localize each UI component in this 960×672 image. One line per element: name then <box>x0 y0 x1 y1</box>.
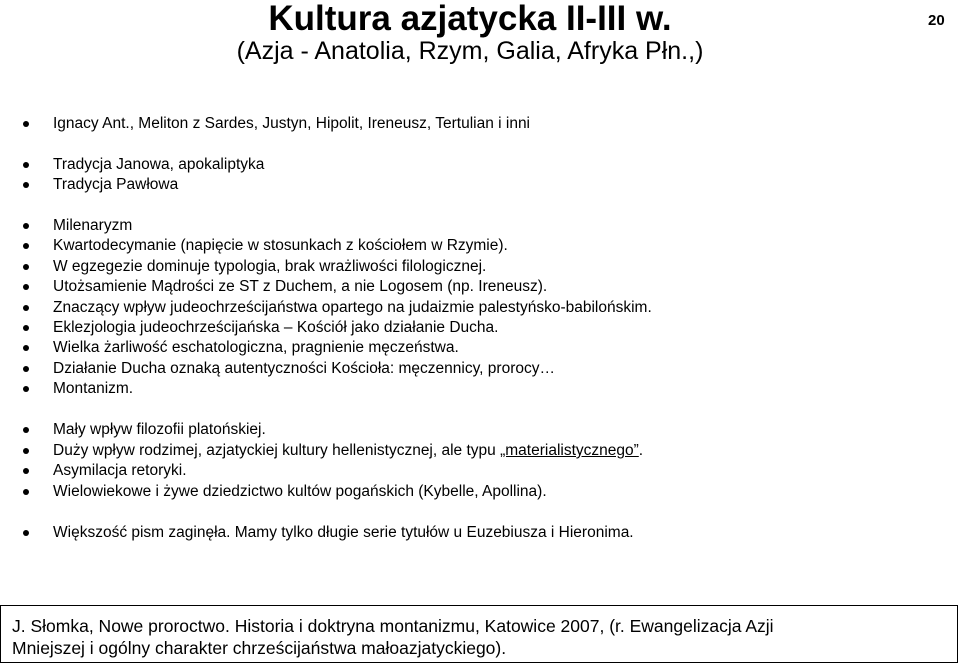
reference-box <box>0 605 958 663</box>
list-item-text: Tradycja Pawłowa <box>53 176 179 193</box>
list-item-text: Kwartodecymanie (napięcie w stosunkach z kościołem w Rzymie). <box>53 237 508 254</box>
bullet-icon <box>23 121 29 127</box>
underlined-text: „materialistycznego” <box>500 442 639 459</box>
bullet-icon <box>23 530 29 536</box>
list-item-text: Asymilacja retoryki. <box>53 462 187 479</box>
bullet-icon <box>23 366 29 372</box>
list-item-text: Większość pism zaginęła. Mamy tylko długie serie tytułów u Euzebiusza i Hieronima. <box>53 524 634 541</box>
bullet-icon <box>23 305 29 311</box>
list-item-text: Utożsamienie Mądrości ze ST z Duchem, a nie Logosem (np. Ireneusz). <box>53 278 548 295</box>
list-item-text: Wielowiekowe i żywe dziedzictwo kultów pogańskich (Kybelle, Apollina). <box>53 483 547 500</box>
list-item-text: Montanizm. <box>53 380 134 397</box>
bullet-icon <box>23 182 29 188</box>
bullet-icon <box>23 243 29 249</box>
list-item-text: W egzegezie dominuje typologia, brak wrażliwości filologicznej. <box>53 258 487 275</box>
bullet-icon <box>23 162 29 168</box>
bullet-icon <box>23 264 29 270</box>
bullet-icon <box>23 284 29 290</box>
bullet-icon <box>23 386 29 392</box>
reference-line-1: J. Słomka, Nowe proroctwo. Historia i doktryna montanizmu, Katowice 2007, (r. Ewangelizacja Azji <box>12 616 774 636</box>
bullet-icon <box>23 448 29 454</box>
list-item-text <box>53 441 643 461</box>
slide-subtitle: (Azja - Anatolia, Rzym, Galia, Afryka Płn.,) <box>236 37 704 65</box>
page-number: 20 <box>928 12 945 29</box>
list-item-text-part: Duży wpływ rodzimej, azjatyckiej kultury hellenistycznej, ale typu <box>53 442 501 459</box>
list-item-text-part: . <box>638 442 644 459</box>
list-item-text: Ignacy Ant., Meliton z Sardes, Justyn, Hipolit, Ireneusz, Tertulian i inni <box>53 115 531 132</box>
list-item-text: Milenaryzm <box>53 217 133 234</box>
bullet-icon <box>23 468 29 474</box>
bullet-icon <box>23 223 29 229</box>
list-item-text: Mały wpływ filozofii platońskiej. <box>53 421 266 438</box>
list-item-text: Wielka żarliwość eschatologiczna, pragnienie męczeństwa. <box>53 339 459 356</box>
list-item-text: Działanie Ducha oznaką autentyczności Kościoła: męczennicy, prorocy… <box>53 360 555 377</box>
slide-title: Kultura azjatycka II-III w. <box>268 0 672 38</box>
bullet-icon <box>23 325 29 331</box>
list-item-text: Eklezjologia judeochrześcijańska – Kościół jako działanie Ducha. <box>53 319 499 336</box>
list-item-text: Znaczący wpływ judeochrześcijaństwa opartego na judaizmie palestyńsko-babilońskim. <box>53 299 652 316</box>
bullet-icon <box>23 489 29 495</box>
reference-line-2: Mniejszej i ogólny charakter chrześcijaństwa małoazjatyckiego). <box>12 638 507 658</box>
bullet-icon <box>23 345 29 351</box>
list-item-text: Tradycja Janowa, apokaliptyka <box>53 156 265 173</box>
bullet-icon <box>23 427 29 433</box>
